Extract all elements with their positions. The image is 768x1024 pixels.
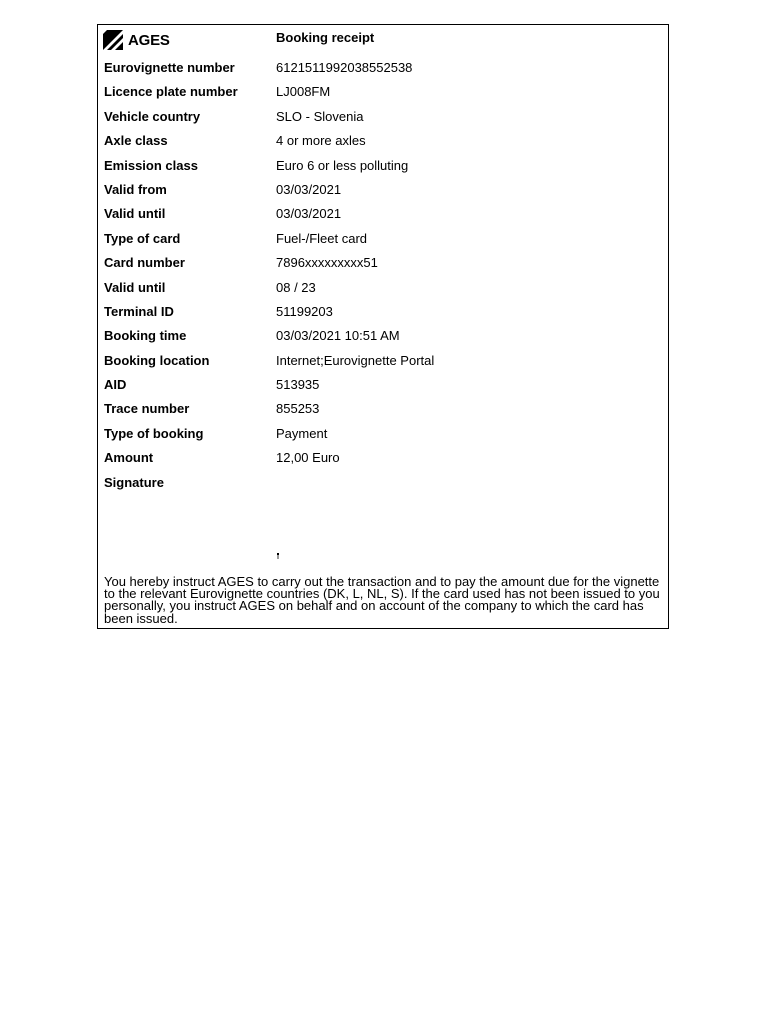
field-row-card-valid-until xyxy=(104,280,664,304)
field-label: Eurovignette number xyxy=(104,60,235,75)
field-label: Valid until xyxy=(104,206,166,222)
field-label: AID xyxy=(104,377,127,393)
field-row-type-of-booking xyxy=(104,426,664,450)
field-value: 513935 xyxy=(276,377,320,393)
field-value: Euro 6 or less polluting xyxy=(276,157,409,173)
field-label: Card number xyxy=(104,255,185,271)
field-label: Licence plate number xyxy=(104,84,238,100)
field-value: 6121511992038552538 xyxy=(276,60,413,75)
field-list xyxy=(104,60,664,499)
field-row-aid xyxy=(104,377,664,401)
field-row-licence-plate xyxy=(104,84,664,108)
field-row-eurovignette-number xyxy=(104,60,664,84)
field-value: 03/03/2021 10:51 AM xyxy=(276,328,400,344)
field-value: 7896xxxxxxxxx51 xyxy=(276,255,378,271)
field-value: 855253 xyxy=(276,401,320,417)
field-label: Booking location xyxy=(104,352,210,368)
ages-logo xyxy=(103,29,170,51)
field-row-booking-time xyxy=(104,328,664,352)
field-row-terminal-id xyxy=(104,304,664,328)
field-label: Signature xyxy=(104,474,164,490)
field-value: 08 / 23 xyxy=(276,279,316,295)
field-label: Type of card xyxy=(104,230,181,246)
page-title: Booking receipt xyxy=(276,30,375,45)
field-label: Type of booking xyxy=(104,425,204,441)
field-row-emission-class xyxy=(104,158,664,182)
field-row-trace-number xyxy=(104,401,664,425)
field-value: 12,00 Euro xyxy=(276,450,340,466)
field-row-type-of-card xyxy=(104,231,664,255)
booking-receipt xyxy=(97,24,669,629)
field-label: Booking time xyxy=(104,328,187,344)
field-label: Valid until xyxy=(104,279,166,295)
field-row-booking-location xyxy=(104,353,664,377)
field-row-axle-class xyxy=(104,133,664,157)
field-value: 51199203 xyxy=(276,303,333,319)
field-value: Payment xyxy=(276,425,328,441)
field-label: Emission class xyxy=(104,157,198,173)
logo-text: AGES xyxy=(128,31,170,49)
field-label: Vehicle country xyxy=(104,108,201,124)
field-row-signature xyxy=(104,475,664,499)
field-value: SLO - Slovenia xyxy=(276,108,364,124)
field-row-amount xyxy=(104,450,664,474)
field-value: LJ008FM xyxy=(276,84,331,100)
field-label: Amount xyxy=(104,450,154,466)
field-value: Fuel-/Fleet card xyxy=(276,230,368,246)
signature-mark xyxy=(276,552,280,559)
field-value: 4 or more axles xyxy=(276,133,366,149)
field-label: Trace number xyxy=(104,401,190,417)
field-label: Axle class xyxy=(104,133,168,149)
ages-logo-icon xyxy=(103,30,125,50)
field-value: 03/03/2021 xyxy=(276,181,342,197)
field-row-valid-from xyxy=(104,182,664,206)
field-row-vehicle-country xyxy=(104,109,664,133)
field-value: 03/03/2021 xyxy=(276,206,342,222)
disclaimer-text: You hereby instruct AGES to carry out the transaction and to pay the amount due for the vignette to the relevant Eurovignette countries (DK, L, NL, S). If the card used has not been issued to you personally, you instruct AGES on behalf and on account of the company to which the card has been issued. xyxy=(104,574,660,626)
field-value: Internet;Eurovignette Portal xyxy=(276,352,435,368)
field-row-card-number xyxy=(104,255,664,279)
field-row-valid-until xyxy=(104,206,664,230)
field-label: Terminal ID xyxy=(104,303,174,319)
field-label: Valid from xyxy=(104,181,167,197)
